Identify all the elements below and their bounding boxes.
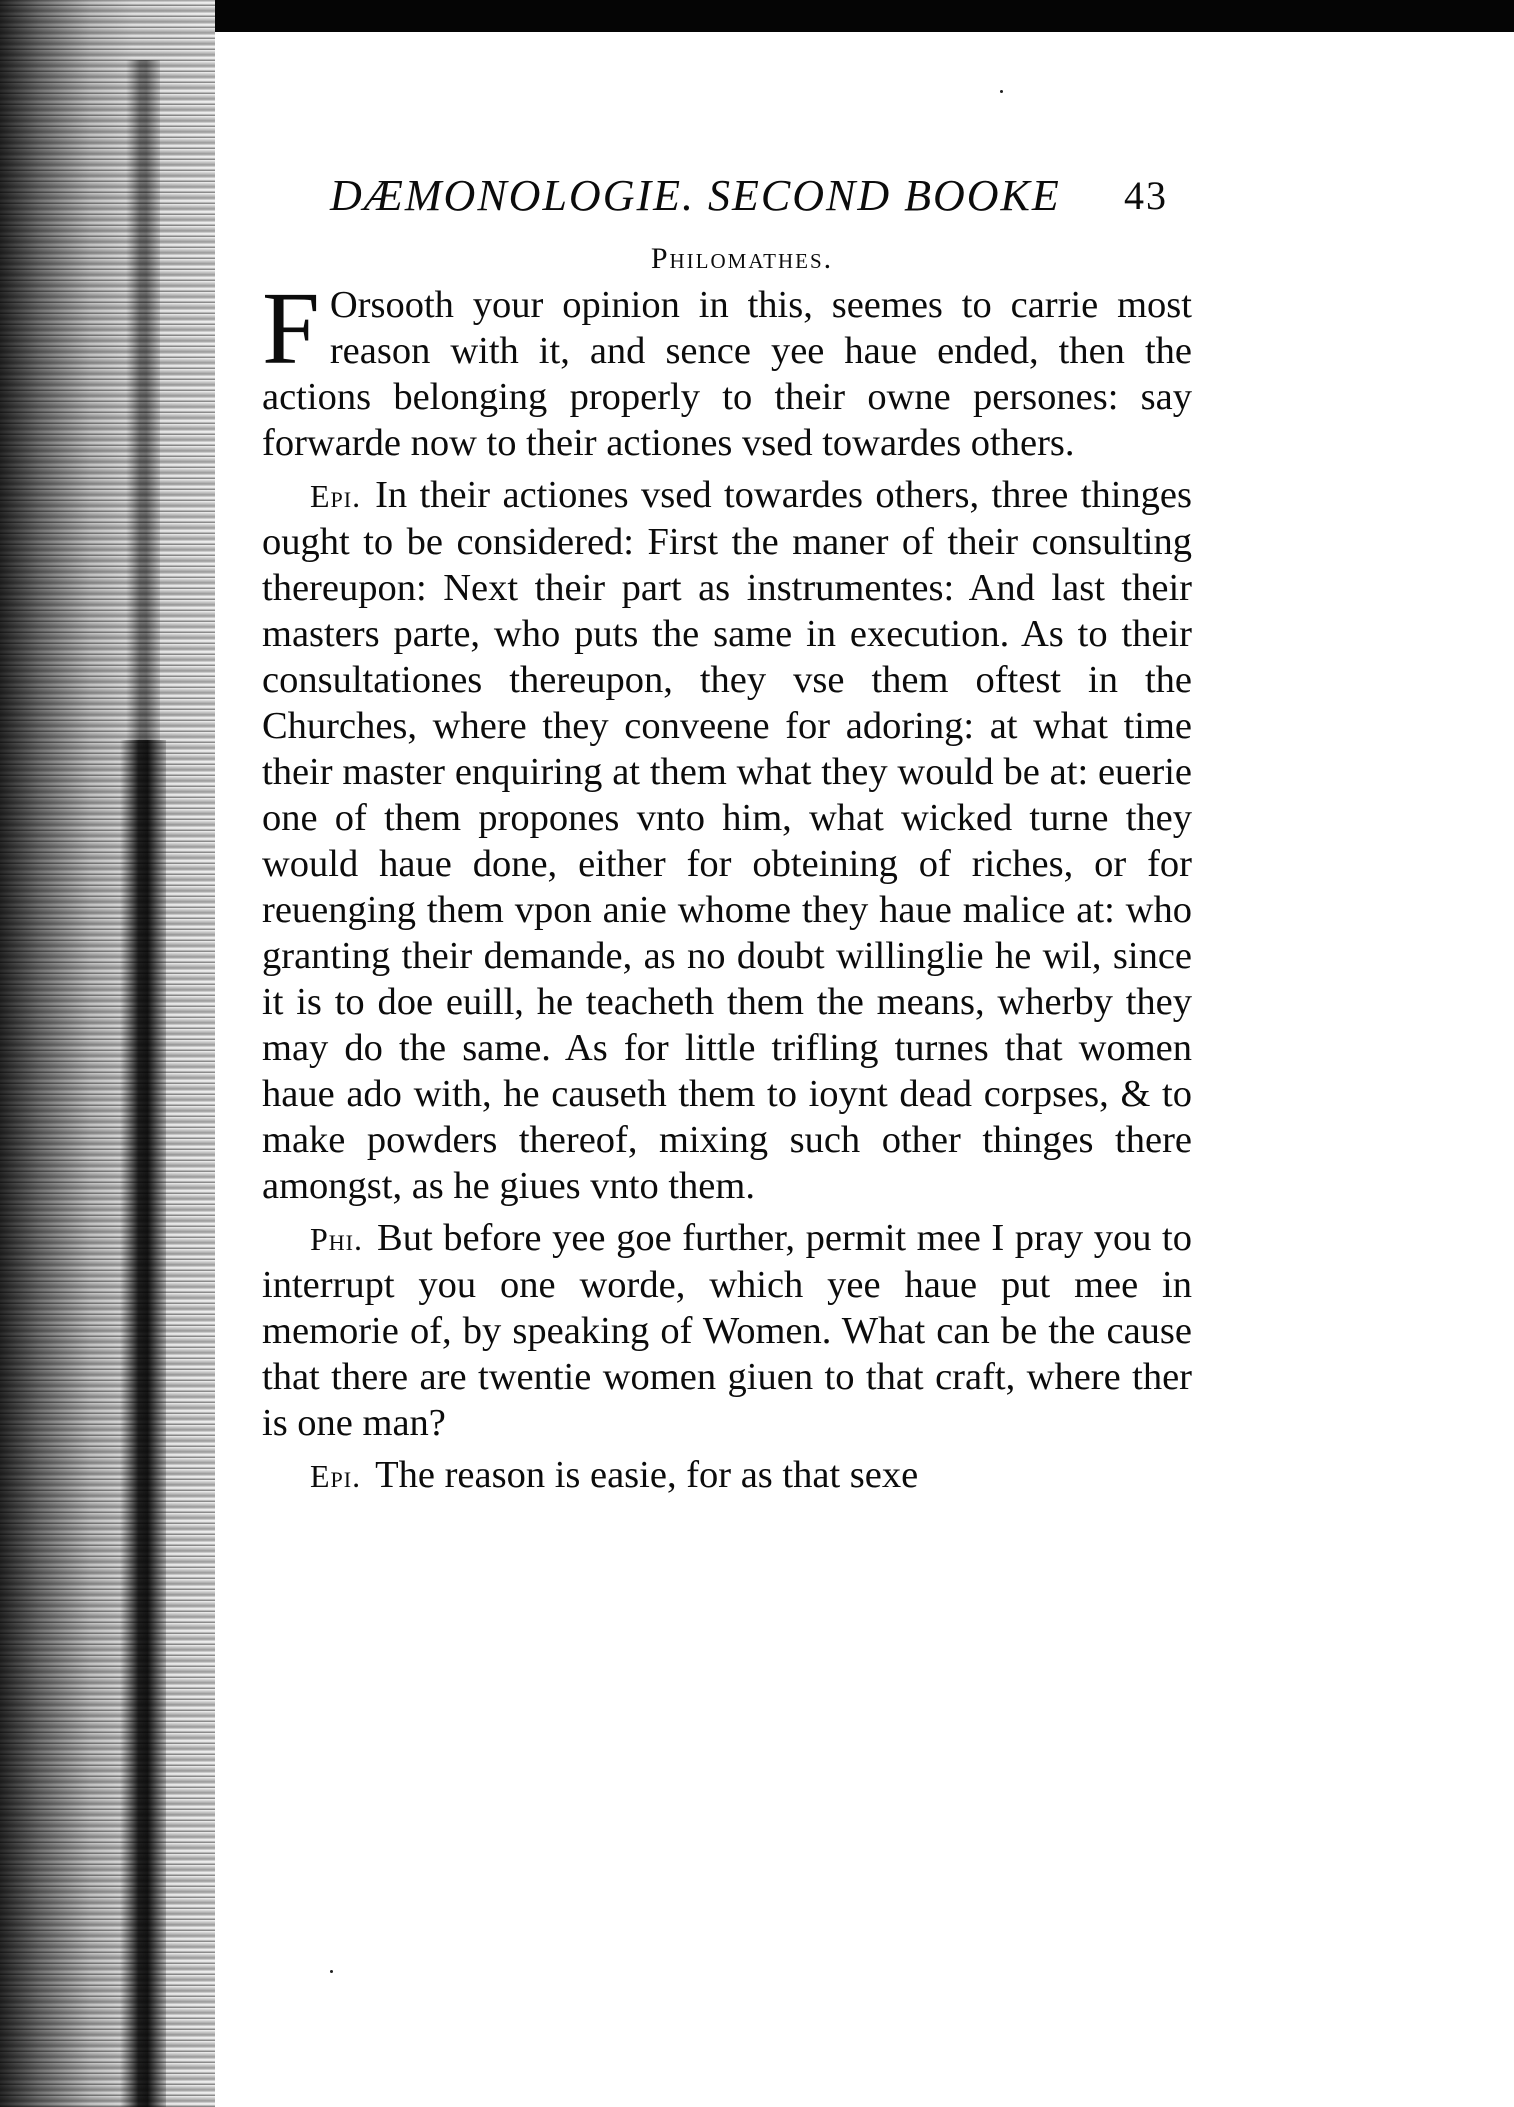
paragraph-3: [262, 1215, 1192, 1446]
paragraph-text: The reason is easie, for as that sexe: [375, 1454, 919, 1496]
paragraph-4: [262, 1452, 1192, 1499]
running-head: [262, 150, 1192, 228]
binding-shadow-upper: [126, 60, 160, 740]
scan-top-border: [0, 0, 1514, 32]
paragraph-text: In their actiones vsed towardes others, three thinges ought to be considered: First the maner of their consulting thereupon: Next their part as instrumentes: And last their masters parte, who puts the same in execution. As to their consultationes thereupon, they vse them oftest in the Churches, where they conveene for adoring: at what time their master enquiring at them what they would be at: euerie one of them propones vnto him, what wicked turne they would haue done, either for obteining of riches, or for reuenging them vpon anie whome they haue malice at: who granting their demande, as no doubt willinglie he wil, since it is to doe euill, he teacheth them the means, wherby they may do the same. As for little trifling turnes that women haue ado with, he causeth them to ioynt dead corpses, & to make powders thereof, mixing such other thinges there amongst, as he giues vnto them.: [262, 474, 1192, 1207]
section-heading: [262, 242, 1192, 276]
speaker-label: Phi.: [310, 1221, 364, 1257]
speaker-label: Epi.: [310, 478, 362, 514]
running-head-title: DÆMONOLOGIE. SECOND BOOKE: [330, 171, 1061, 220]
paragraph-1: FOrsooth your opinion in this, seemes to carrie most reason with it, and sence yee haue ended, then the actions belonging properly to their owne persones: say forwarde now to their actiones vsed towardes others.: [262, 271, 1192, 464]
section-heading-text: Philomathes.: [650, 242, 834, 275]
book-gutter: [0, 0, 215, 2107]
book-page: [262, 150, 1192, 1499]
scan-speck: [1000, 90, 1003, 93]
speaker-label: Epi.: [310, 1458, 362, 1494]
paragraph-text: But before yee goe further, permit mee I pray you to interrupt you one worde, which yee haue put mee in memorie of, by speaking of Women. What can be the cause that there are twentie women giuen to that craft, where ther is one man?: [262, 1217, 1192, 1444]
scan-speck: [330, 1970, 333, 1973]
paragraph-2: [262, 472, 1192, 1209]
page-number: 43: [1124, 173, 1168, 218]
binding-shadow-lower: [120, 740, 166, 2107]
